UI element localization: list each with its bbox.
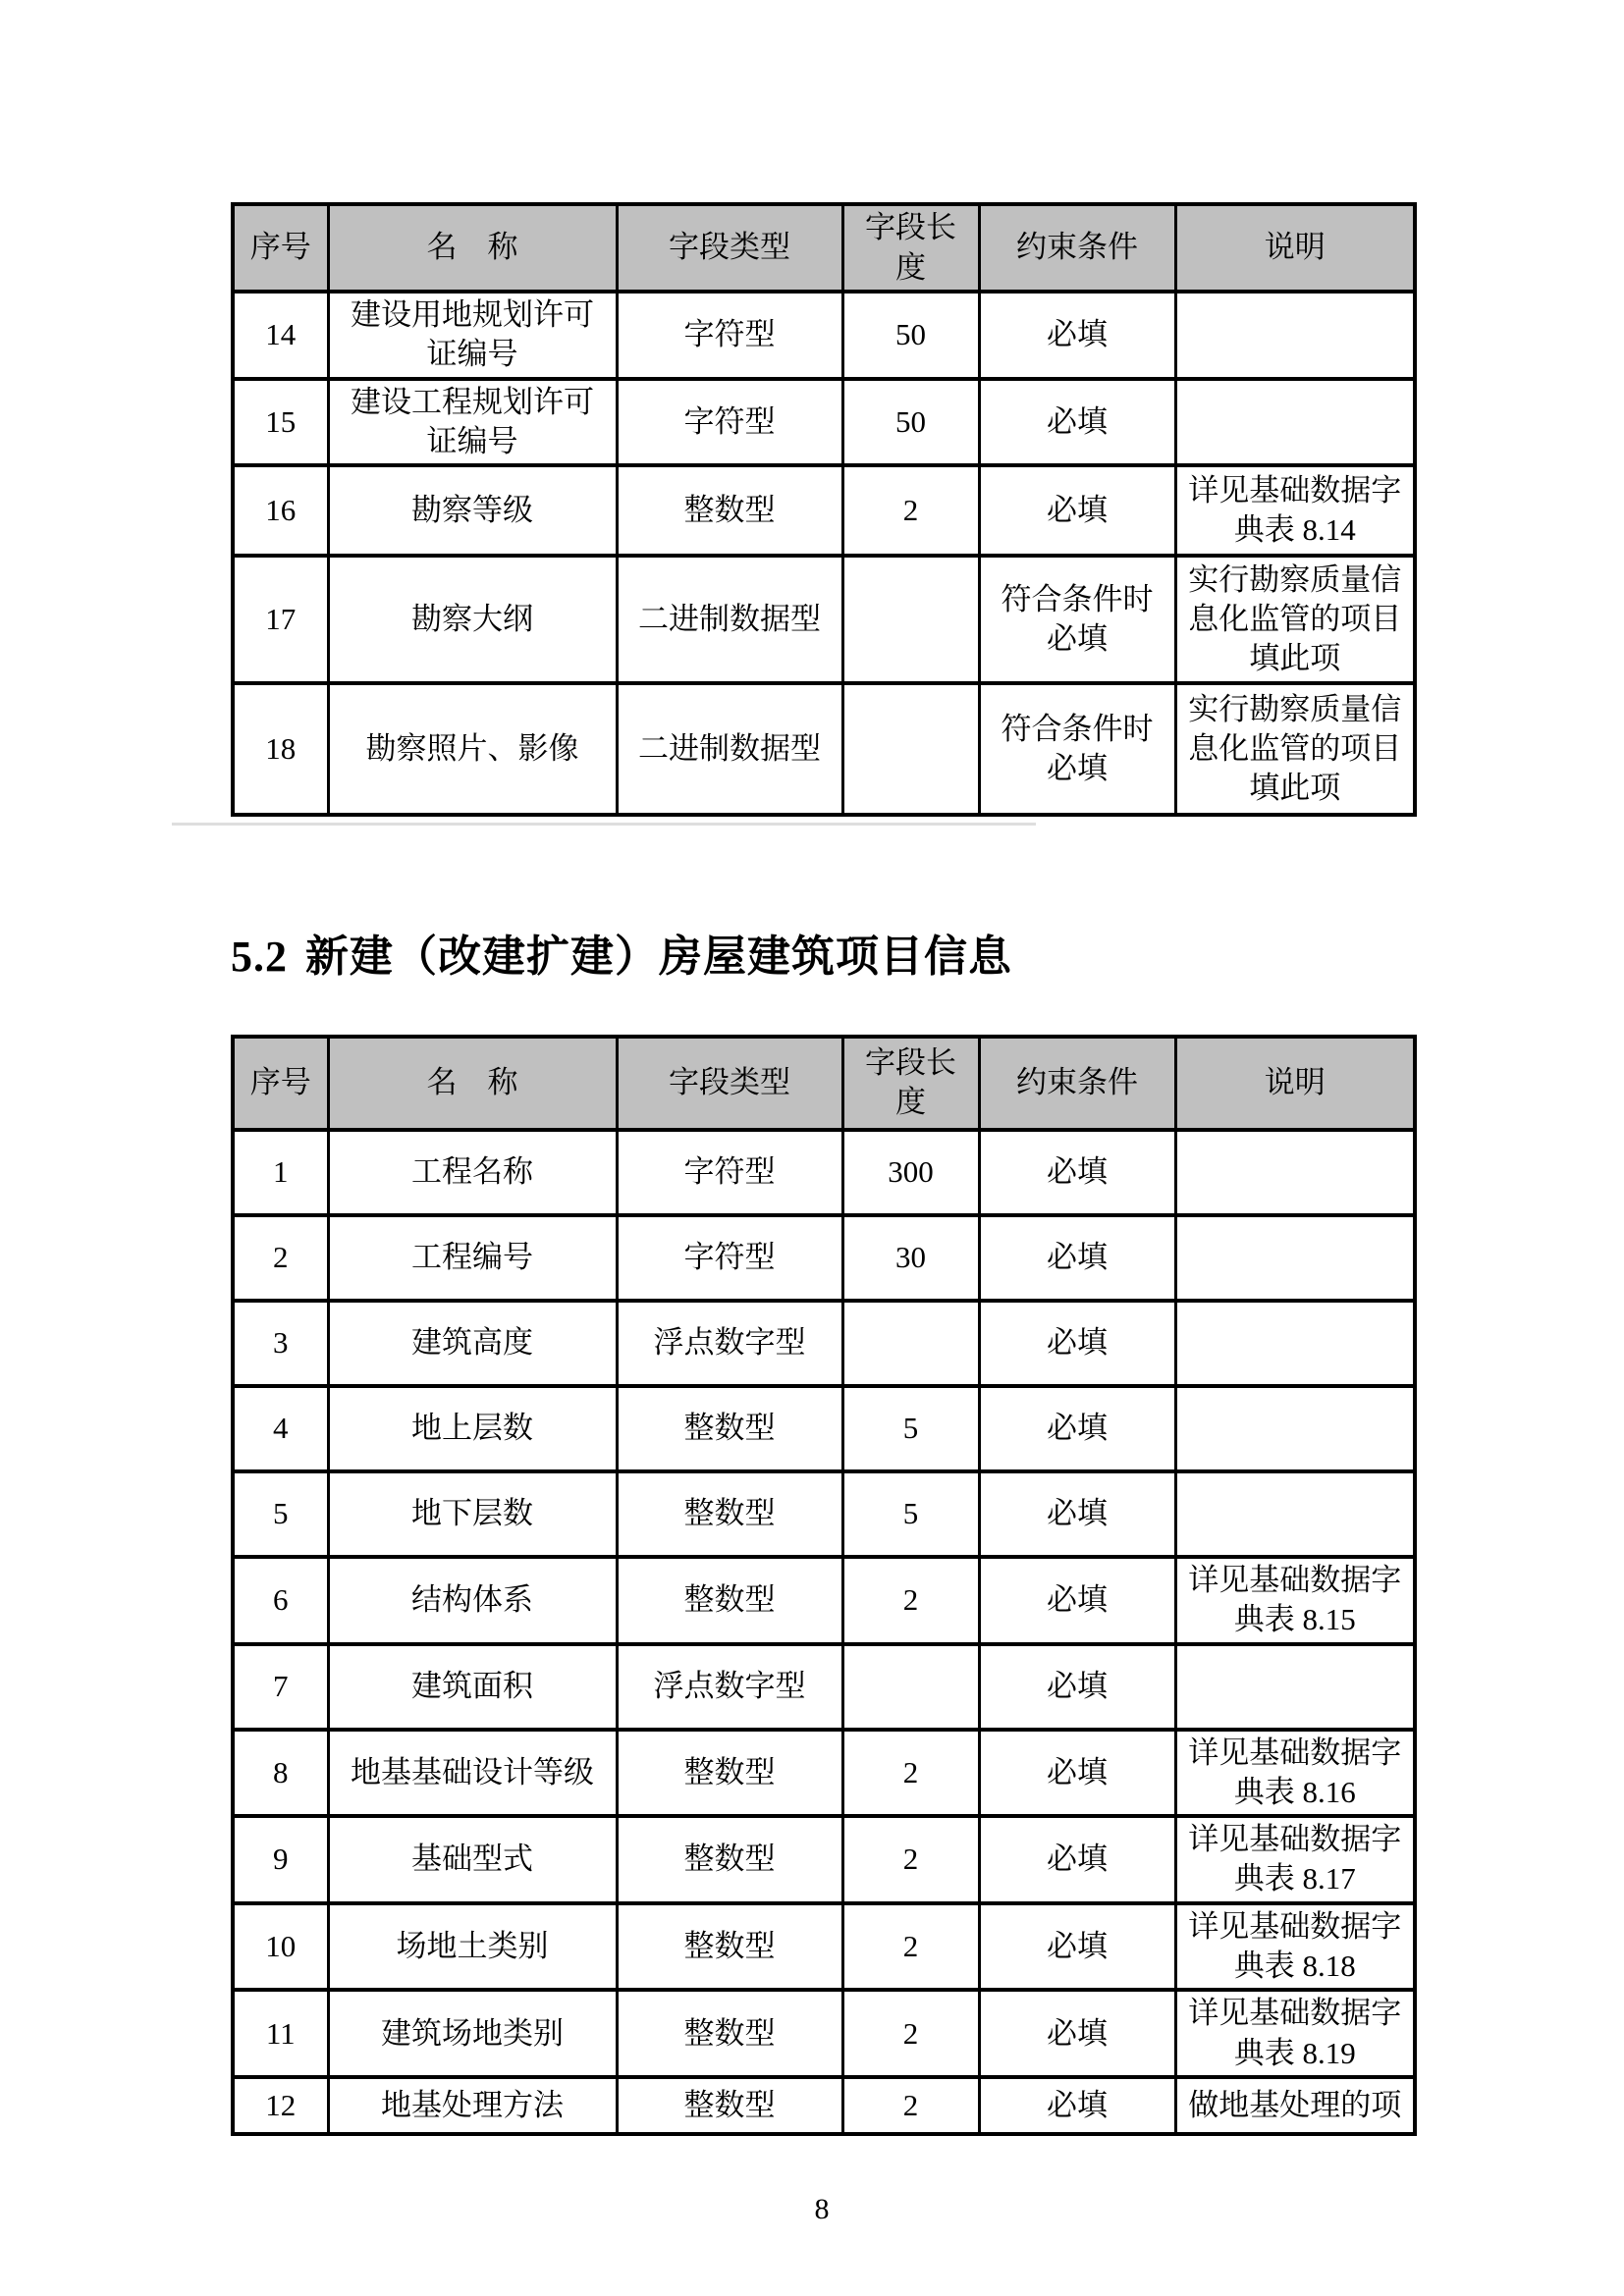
cell-serial-number: 3 [233,1301,328,1386]
cell-note [1175,1644,1415,1730]
table-row [233,465,1415,556]
cell-field-type: 字符型 [617,292,842,379]
cell-field-type: 字符型 [617,1215,842,1301]
table-header-row [233,204,1415,292]
cell-field-type: 整数型 [617,465,842,556]
cell-serial-number: 1 [233,1130,328,1215]
cell-serial-number: 5 [233,1471,328,1557]
table-row [233,1386,1415,1471]
cell-field-length [842,683,979,815]
column-header-name: 名 称 [328,1037,617,1130]
cell-field-type: 整数型 [617,1557,842,1644]
cell-constraint: 必填 [979,1386,1175,1471]
document-page [231,0,1413,2226]
cell-field-name: 地基基础设计等级 [328,1730,617,1817]
table-row [233,1301,1415,1386]
column-header-note: 说明 [1175,1037,1415,1130]
cell-field-length: 2 [842,465,979,556]
cell-field-type: 二进制数据型 [617,683,842,815]
cell-serial-number: 11 [233,1990,328,2077]
cell-note: 详见基础数据字典表 8.18 [1175,1903,1415,1991]
table-row [233,2077,1415,2134]
cell-field-length [842,556,979,683]
cell-constraint: 符合条件时必填 [979,683,1175,815]
column-header-type: 字段类型 [617,1037,842,1130]
cell-field-name: 勘察照片、影像 [328,683,617,815]
cell-serial-number: 9 [233,1816,328,1903]
column-header-serial: 序号 [233,1037,328,1130]
new-building-project-fields-table [231,1035,1417,2136]
cell-note [1175,379,1415,466]
page-number: 8 [814,2192,830,2225]
cell-field-type: 浮点数字型 [617,1644,842,1730]
cell-serial-number: 2 [233,1215,328,1301]
cell-constraint: 必填 [979,1644,1175,1730]
table-row [233,683,1415,815]
cell-field-name: 场地土类别 [328,1903,617,1991]
cell-constraint: 符合条件时必填 [979,556,1175,683]
table-row [233,1903,1415,1991]
cell-note: 详见基础数据字典表 8.16 [1175,1730,1415,1817]
cell-field-name: 勘察等级 [328,465,617,556]
cell-constraint: 必填 [979,1903,1175,1991]
cell-serial-number: 7 [233,1644,328,1730]
cell-field-length [842,1644,979,1730]
cell-note [1175,1130,1415,1215]
cell-note [1175,1301,1415,1386]
cell-field-name: 建筑面积 [328,1644,617,1730]
table-row [233,1215,1415,1301]
column-header-note: 说明 [1175,204,1415,292]
cell-serial-number: 14 [233,292,328,379]
cell-note [1175,1471,1415,1557]
column-header-name: 名 称 [328,204,617,292]
survey-fields-table-continued [231,202,1417,817]
cell-note: 做地基处理的项 [1175,2077,1415,2134]
cell-field-length: 2 [842,1816,979,1903]
cell-field-length: 300 [842,1130,979,1215]
cell-serial-number: 15 [233,379,328,466]
cell-constraint: 必填 [979,1730,1175,1817]
cell-serial-number: 4 [233,1386,328,1471]
column-header-constraint: 约束条件 [979,204,1175,292]
table-row [233,1557,1415,1644]
cell-field-type: 整数型 [617,2077,842,2134]
cell-constraint: 必填 [979,379,1175,466]
cell-field-length: 50 [842,379,979,466]
cell-field-type: 字符型 [617,1130,842,1215]
table-row [233,1644,1415,1730]
cell-constraint: 必填 [979,1816,1175,1903]
section-title: 新建（改建扩建）房屋建筑项目信息 [305,933,1012,982]
cell-field-length [842,1301,979,1386]
column-header-length: 字段长度 [842,204,979,292]
cell-constraint: 必填 [979,1471,1175,1557]
table-row [233,292,1415,379]
cell-constraint: 必填 [979,2077,1175,2134]
cell-field-length: 30 [842,1215,979,1301]
column-header-length: 字段长度 [842,1037,979,1130]
cell-note: 详见基础数据字典表 8.17 [1175,1816,1415,1903]
cell-constraint: 必填 [979,1130,1175,1215]
cell-field-type: 浮点数字型 [617,1301,842,1386]
table-body [233,1130,1415,2134]
cell-note [1175,292,1415,379]
cell-note: 实行勘察质量信息化监管的项目填此项 [1175,556,1415,683]
cell-serial-number: 12 [233,2077,328,2134]
cell-field-name: 建筑高度 [328,1301,617,1386]
cell-field-length: 5 [842,1471,979,1557]
table-row [233,1816,1415,1903]
cell-field-length: 2 [842,2077,979,2134]
section-heading [231,932,1413,984]
table-row [233,1471,1415,1557]
table-row [233,1130,1415,1215]
cell-field-type: 字符型 [617,379,842,466]
cell-field-type: 二进制数据型 [617,556,842,683]
cell-note: 详见基础数据字典表 8.19 [1175,1990,1415,2077]
cell-field-type: 整数型 [617,1471,842,1557]
cell-field-length: 2 [842,1903,979,1991]
column-header-type: 字段类型 [617,204,842,292]
table-row [233,556,1415,683]
cell-note [1175,1386,1415,1471]
cell-note [1175,1215,1415,1301]
cell-field-length: 2 [842,1990,979,2077]
cell-field-name: 建筑场地类别 [328,1990,617,2077]
cell-serial-number: 6 [233,1557,328,1644]
section-number: 5.2 [231,933,288,982]
cell-constraint: 必填 [979,1215,1175,1301]
cell-field-type: 整数型 [617,1730,842,1817]
cell-field-name: 工程编号 [328,1215,617,1301]
cell-field-length: 5 [842,1386,979,1471]
table-row [233,1990,1415,2077]
cell-note: 详见基础数据字典表 8.14 [1175,465,1415,556]
cell-field-type: 整数型 [617,1816,842,1903]
cell-field-name: 建设工程规划许可证编号 [328,379,617,466]
column-header-constraint: 约束条件 [979,1037,1175,1130]
cell-field-length: 2 [842,1730,979,1817]
cell-constraint: 必填 [979,465,1175,556]
cell-serial-number: 18 [233,683,328,815]
cell-constraint: 必填 [979,292,1175,379]
cell-field-name: 建设用地规划许可证编号 [328,292,617,379]
cell-field-name: 地基处理方法 [328,2077,617,2134]
cell-field-type: 整数型 [617,1990,842,2077]
cell-field-name: 工程名称 [328,1130,617,1215]
table-header-row [233,1037,1415,1130]
cell-field-name: 地上层数 [328,1386,617,1471]
cell-field-type: 整数型 [617,1903,842,1991]
table-row [233,1730,1415,1817]
cell-field-name: 勘察大纲 [328,556,617,683]
cell-field-name: 基础型式 [328,1816,617,1903]
table-row [233,379,1415,466]
cell-field-length: 50 [842,292,979,379]
cell-constraint: 必填 [979,1301,1175,1386]
cell-serial-number: 8 [233,1730,328,1817]
table-body [233,292,1415,815]
cell-serial-number: 10 [233,1903,328,1991]
column-header-serial: 序号 [233,204,328,292]
cell-constraint: 必填 [979,1990,1175,2077]
cell-field-length: 2 [842,1557,979,1644]
cell-note: 实行勘察质量信息化监管的项目填此项 [1175,683,1415,815]
cell-note: 详见基础数据字典表 8.15 [1175,1557,1415,1644]
cell-serial-number: 16 [233,465,328,556]
cell-field-name: 结构体系 [328,1557,617,1644]
cell-field-type: 整数型 [617,1386,842,1471]
cell-serial-number: 17 [233,556,328,683]
cell-field-name: 地下层数 [328,1471,617,1557]
cell-constraint: 必填 [979,1557,1175,1644]
scan-artifact-line [172,823,1036,826]
